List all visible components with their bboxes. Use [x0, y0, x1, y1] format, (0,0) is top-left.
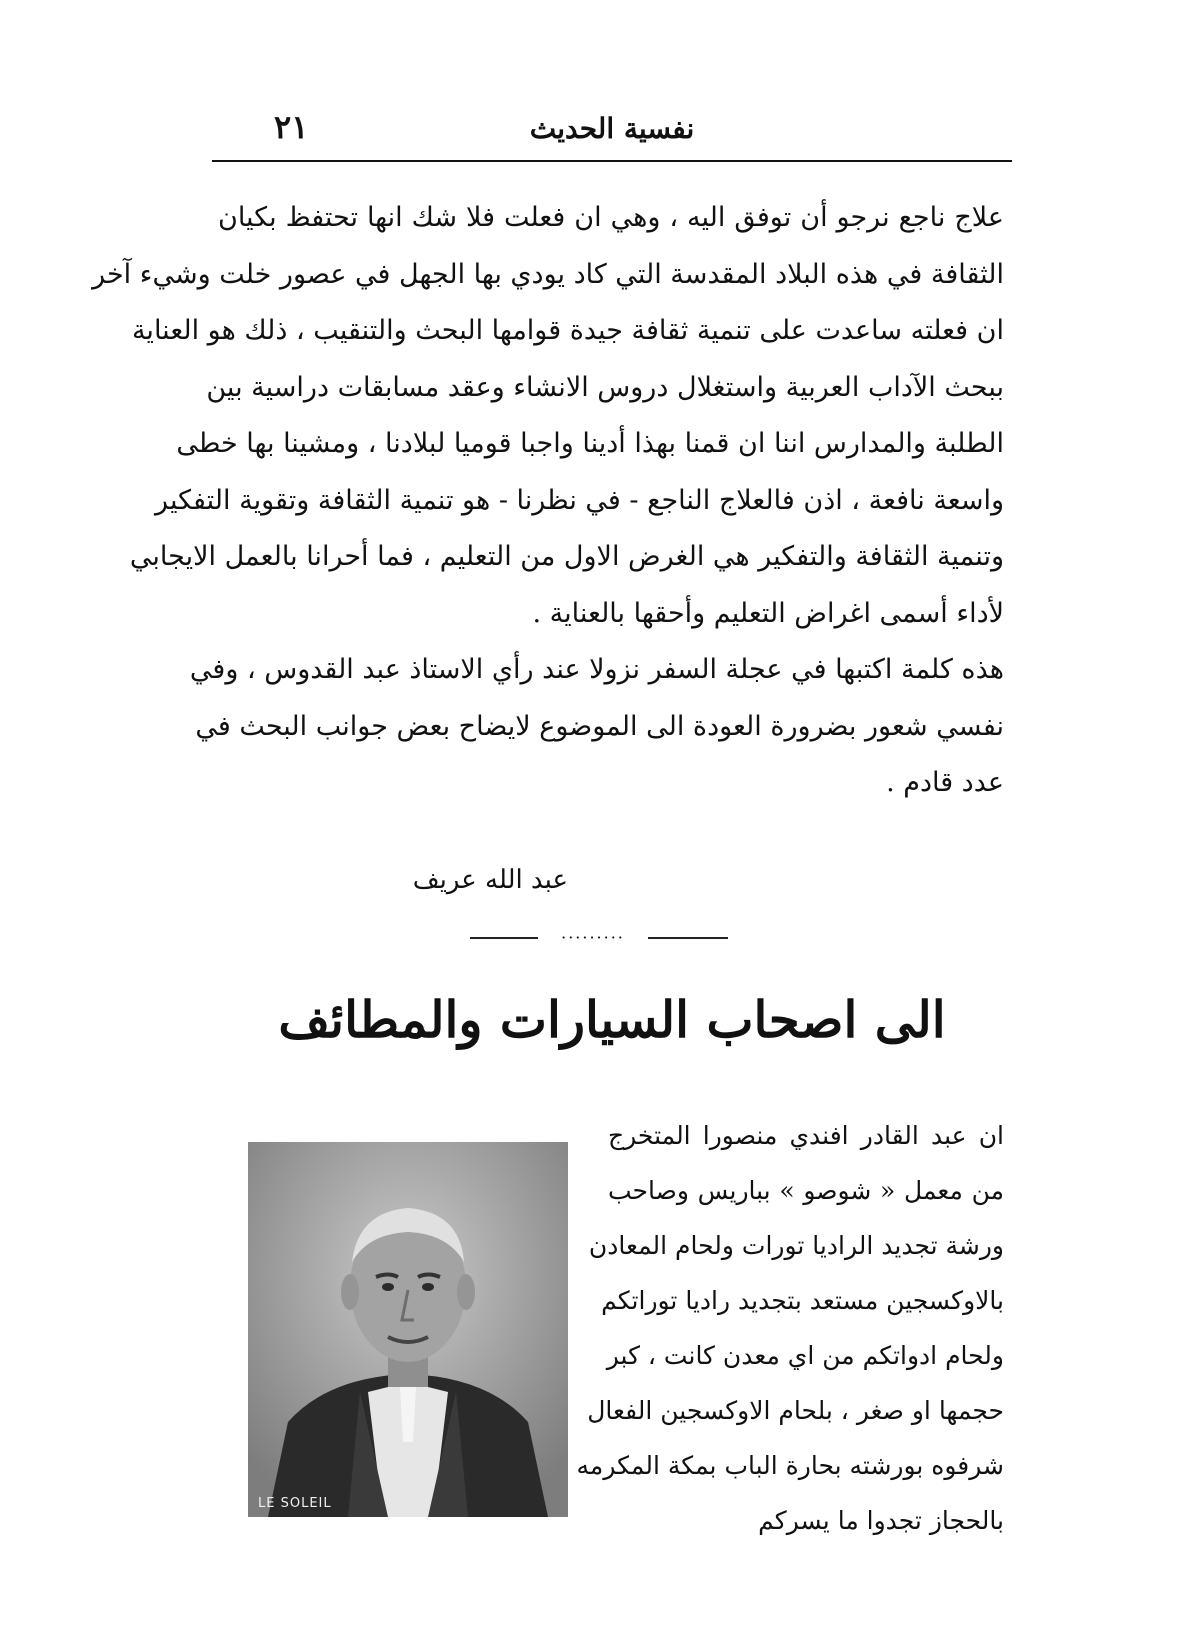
- page-header: [212, 104, 1012, 162]
- body-line: نفسي شعور بضرورة العودة الى الموضوع لايضاح بعض جوانب البحث في: [195, 710, 1004, 742]
- body-line: ببحث الآداب العربية واستغلال دروس الانشاء وعقد مسابقات دراسية بين: [206, 371, 1004, 403]
- ad-line: ان عبد القادر افندي منصورا المتخرج: [608, 1121, 1004, 1150]
- author-signature: عبد الله عريف: [412, 865, 568, 895]
- ad-line: من معمل « شوصو » بباريس وصاحب: [608, 1176, 1004, 1205]
- photo-caption: LE SOLEIL: [258, 1496, 332, 1511]
- body-line: الثقافة في هذه البلاد المقدسة التي كاد يودي بها الجهل في عصور خلت وشيء آخر: [92, 258, 1004, 290]
- portrait-figure: [248, 1142, 568, 1517]
- section-title: الى اصحاب السيارات والمطائف: [278, 990, 946, 1049]
- page-number: ٢١: [274, 108, 309, 146]
- body-line: عدد قادم .: [886, 767, 1004, 798]
- running-title: نفسية الحديث: [529, 112, 695, 145]
- body-line: هذه كلمة اكتبها في عجلة السفر نزولا عند رأي الاستاذ عبد القدوس ، وفي: [189, 654, 1004, 685]
- ad-line: ورشة تجديد الراديا تورات ولحام المعادن: [588, 1231, 1004, 1260]
- ad-line: حجمها او صغر ، بلحام الاوكسجين الفعال: [587, 1396, 1004, 1425]
- body-line: وتنمية الثقافة والتفكير هي الغرض الاول من التعليم ، فما أحرانا بالعمل الايجابي: [129, 541, 1004, 572]
- body-line: واسعة نافعة ، اذن فالعلاج الناجع - في نظرنا - هو تنمية الثقافة وتقوية التفكير: [155, 484, 1004, 516]
- ad-line: ولحام ادواتكم من اي معدن كانت ، كبر: [606, 1341, 1004, 1370]
- ad-line: بالاوكسجين مستعد بتجديد راديا توراتكم: [601, 1286, 1004, 1315]
- advertisement-text: [576, 1108, 1004, 1548]
- body-line: الطلبة والمدارس اننا ان قمنا بهذا أدينا واجبا قوميا لبلادنا ، ومشينا بها خطى: [176, 428, 1004, 459]
- body-line: علاج ناجع نرجو أن توفق اليه ، وهي ان فعلت فلا شك انها تحتفظ بكيان: [218, 202, 1004, 233]
- portrait-photo: [248, 1142, 568, 1517]
- body-line: ان فعلته ساعدت على تنمية ثقافة جيدة قوامها البحث والتنقيب ، ذلك هو العناية: [131, 315, 1004, 346]
- article-body: [92, 190, 1004, 812]
- ad-line: بالحجاز تجدوا ما يسركم: [758, 1506, 1004, 1535]
- body-line: لأداء أسمى اغراض التعليم وأحقها بالعناية .: [532, 597, 1004, 629]
- divider-dots: ·········: [538, 928, 648, 947]
- ad-line: شرفوه بورشته بحارة الباب بمكة المكرمه: [576, 1451, 1004, 1480]
